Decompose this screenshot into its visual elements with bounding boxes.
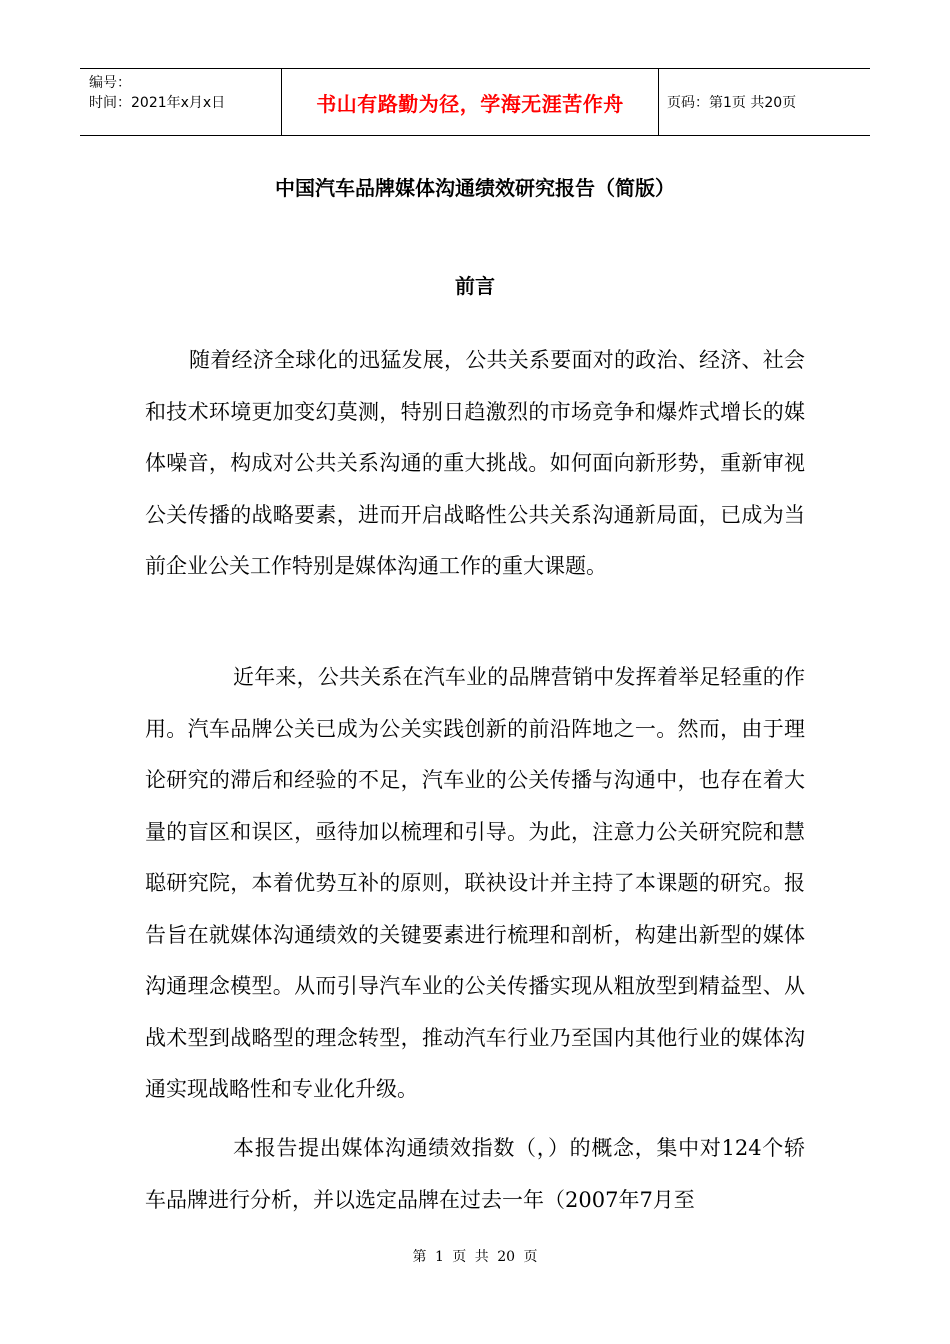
header-meta bbox=[80, 69, 282, 135]
number-label: 编号： bbox=[89, 75, 131, 91]
header-page-info: 页码：第1页 共20页 bbox=[667, 95, 797, 111]
page-footer: 第 1 页 共 20 页 bbox=[412, 1249, 538, 1265]
document-header bbox=[80, 68, 870, 136]
section-title-preface: 前言 bbox=[455, 274, 495, 298]
paragraph-3: 本报告提出媒体沟通绩效指数（，）的概念，集中对124个轿车品牌进行分析，并以选定品牌在过去一年（2007年7月至 bbox=[145, 1136, 805, 1212]
header-motto: 书山有路勤为径，学海无涯苦作舟 bbox=[282, 69, 659, 135]
document-title: 中国汽车品牌媒体沟通绩效研究报告（简版） bbox=[275, 176, 675, 200]
paragraph-1: 随着经济全球化的迅猛发展，公共关系要面对的政治、经济、社会和技术环境更加变幻莫测，特别日趋激烈的市场竞争和爆炸式增长的媒体噪音，构成对公共关系沟通的重大挑战。如何面向新形势，重新审视公关传播的战略要素，进而开启战略性公共关系沟通新局面，已成为当前企业公关工作特别是媒体沟通工作的重大课题。 bbox=[145, 348, 805, 578]
paragraph-2: 近年来，公共关系在汽车业的品牌营销中发挥着举足轻重的作用。汽车品牌公关已成为公关实践创新的前沿阵地之一。然而，由于理论研究的滞后和经验的不足，汽车业的公关传播与沟通中，也存在着大量的盲区和误区，亟待加以梳理和引导。为此，注意力公关研究院和慧聪研究院，本着优势互补的原则，联袂设计并主持了本课题的研究。报告旨在就媒体沟通绩效的关键要素进行梳理和剖析，构建出新型的媒体沟通理念模型。从而引导汽车业的公关传播实现从粗放型到精益型、从战术型到战略型的理念转型，推动汽车行业乃至国内其他行业的媒体沟通实现战略性和专业化升级。 bbox=[145, 665, 805, 1101]
time-label: 时间：2021年x月x日 bbox=[89, 95, 226, 111]
